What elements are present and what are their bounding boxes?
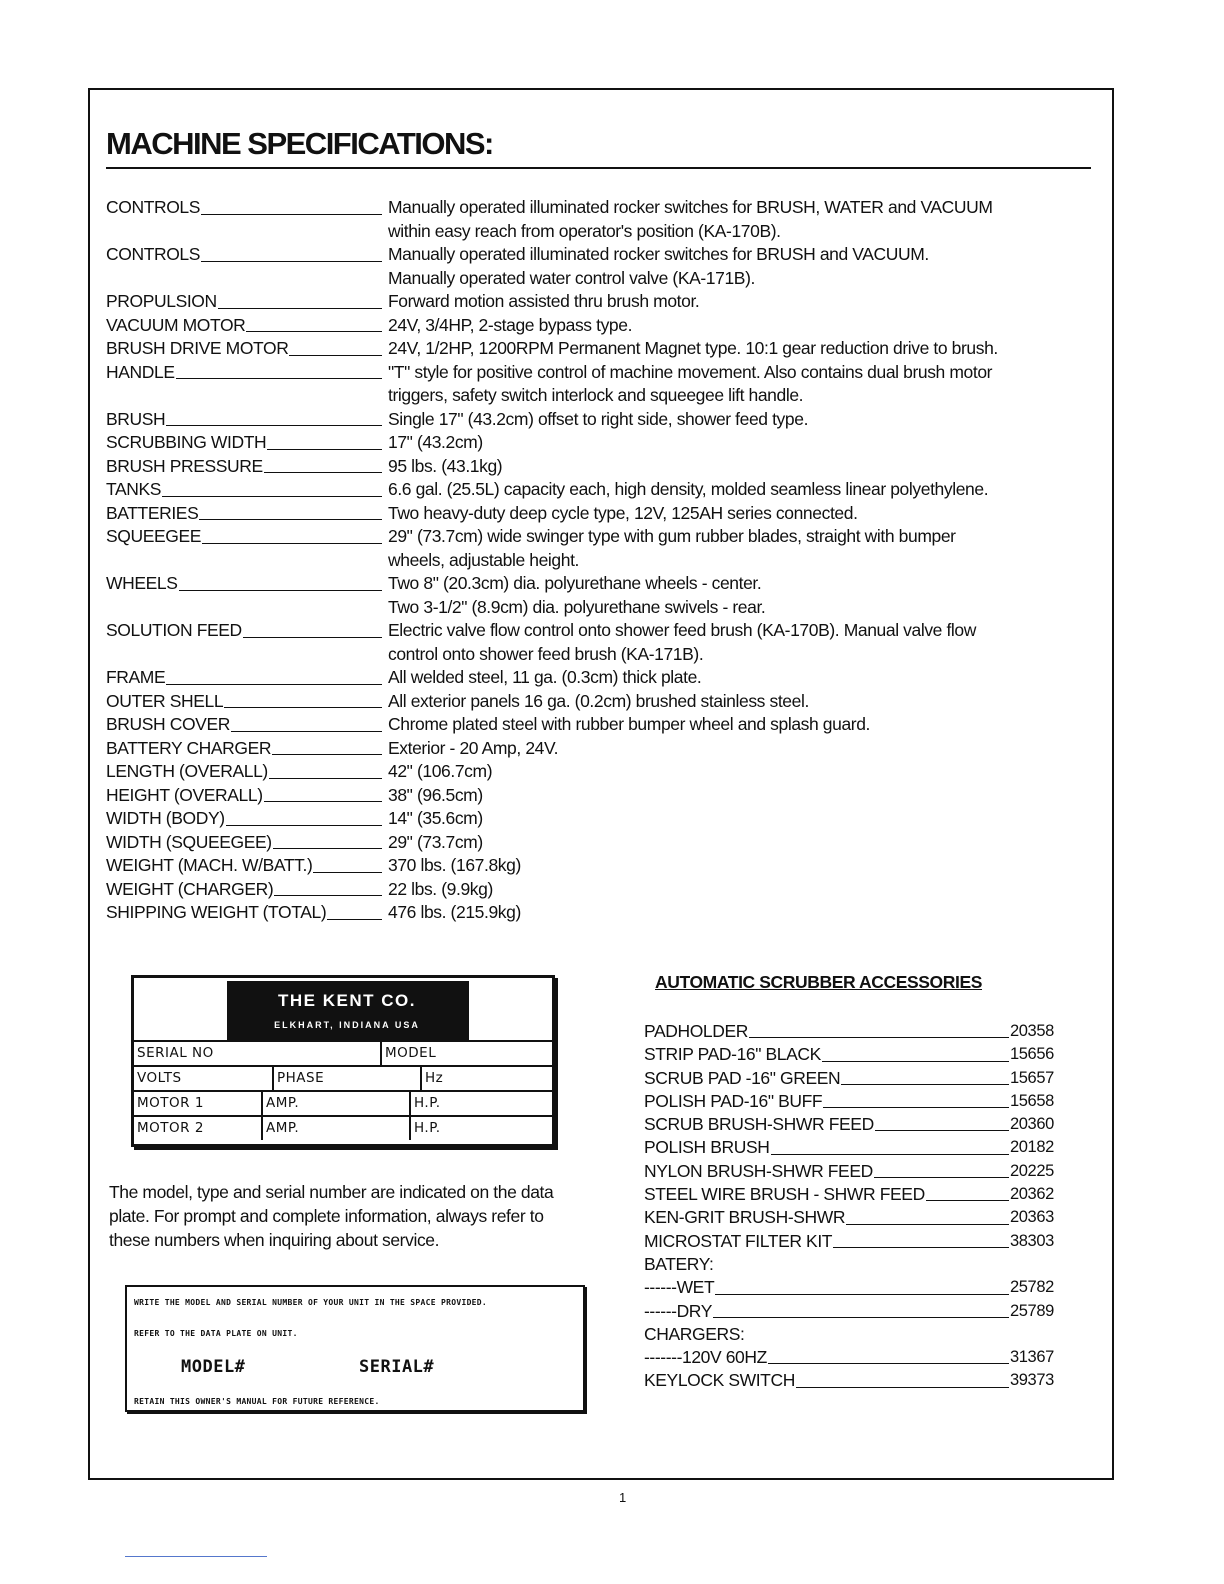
leader-line [273, 848, 382, 849]
spec-value [386, 666, 1096, 690]
leader-line [841, 1084, 1009, 1085]
spec-label-text: SCRUBBING WIDTH [106, 432, 267, 452]
plate-serial-label: SERIAL NO [137, 1045, 214, 1061]
spec-value-line: Manually operated illuminated rocker switches for BRUSH, WATER and VACUUM [388, 197, 993, 217]
accessory-row [644, 1230, 1064, 1253]
spec-value [386, 713, 1096, 737]
accessory-name: BATERY: [644, 1253, 714, 1274]
spec-value [386, 807, 1096, 831]
accessory-part-number: 15658 [1010, 1091, 1054, 1110]
spec-value-line: Chrome plated steel with rubber bumper wheel and splash guard. [388, 714, 871, 734]
spec-value-line: 370 lbs. (167.8kg) [388, 855, 521, 875]
page-number: 1 [619, 1490, 627, 1505]
spec-label [106, 408, 386, 432]
spec-value-line: "T" style for positive control of machine movement. Also contains dual brush motor [388, 361, 993, 382]
record-instruction: WRITE THE MODEL AND SERIAL NUMBER OF YOUR UNIT IN THE SPACE PROVIDED. [134, 1298, 488, 1307]
spec-value-line: 476 lbs. (215.9kg) [388, 902, 521, 922]
spec-label [106, 901, 386, 925]
spec-row [106, 478, 1096, 502]
spec-row [106, 878, 1096, 902]
accessory-name: CHARGERS: [644, 1323, 745, 1344]
spec-row [106, 784, 1096, 808]
spec-value [386, 619, 1096, 666]
spec-value-line: 38" (96.5cm) [388, 784, 483, 805]
accessory-name: -------120V 60HZ [644, 1347, 767, 1368]
spec-label [106, 690, 386, 714]
spec-label [106, 314, 386, 338]
spec-value-line: within easy reach from operator's position (KA-170B). [388, 220, 781, 241]
spec-label-text: CONTROLS [106, 197, 201, 217]
accessory-part-number: 20225 [1010, 1161, 1054, 1180]
leader-line [201, 214, 382, 215]
spec-row [106, 455, 1096, 479]
plate-motor2-label: MOTOR 2 [137, 1120, 204, 1136]
footer-line [125, 1556, 267, 1557]
leader-line [313, 872, 382, 873]
spec-value-line: 6.6 gal. (25.5L) capacity each, high density, molded seamless linear polyethylene. [388, 479, 989, 499]
spec-value [386, 525, 1096, 572]
leader-line [289, 355, 382, 356]
spec-value-line: Single 17" (43.2cm) offset to right side, shower feed type. [388, 408, 809, 429]
spec-value [386, 784, 1096, 808]
leader-line [926, 1200, 1009, 1201]
spec-value-line: 17" (43.2cm) [388, 432, 483, 452]
spec-value [386, 737, 1096, 761]
spec-value-line: Two heavy-duty deep cycle type, 12V, 125AH series connected. [388, 502, 858, 523]
accessory-name: KEYLOCK SWITCH [644, 1370, 795, 1391]
accessory-name: ------WET [644, 1277, 715, 1298]
accessory-name: STRIP PAD-16" BLACK [644, 1044, 821, 1065]
spec-value [386, 502, 1096, 526]
leader-line [176, 378, 382, 379]
spec-value-line: All exterior panels 16 ga. (0.2cm) brushed stainless steel. [388, 690, 809, 711]
accessory-row [644, 1160, 1064, 1183]
accessory-row [644, 1020, 1064, 1043]
spec-row [106, 713, 1096, 737]
spec-row [106, 854, 1096, 878]
spec-value [386, 760, 1096, 784]
spec-value [386, 196, 1096, 243]
spec-value-line: 42" (106.7cm) [388, 761, 493, 781]
spec-row [106, 243, 1096, 290]
spec-value-line: All welded steel, 11 ga. (0.3cm) thick plate. [388, 667, 702, 687]
plate-motor2-amp: AMP. [261, 1117, 409, 1140]
spec-value [386, 572, 1096, 619]
spec-label [106, 878, 386, 902]
accessory-row [644, 1183, 1064, 1206]
plate-row-motor2 [134, 1115, 552, 1144]
accessory-row [644, 1067, 1064, 1090]
leader-line [179, 590, 382, 591]
plate-motor1-amp: AMP. [261, 1092, 409, 1115]
spec-label-text: WIDTH (BODY) [106, 808, 225, 828]
spec-row [106, 572, 1096, 619]
leader-line [874, 1177, 1009, 1178]
spec-value-line: wheels, adjustable height. [388, 549, 579, 570]
spec-value-line: Manually operated water control valve (KA-171B). [388, 267, 755, 288]
leader-line [226, 825, 382, 826]
accessory-row [644, 1276, 1064, 1299]
spec-label-text: HEIGHT (OVERALL) [106, 784, 263, 805]
spec-label [106, 243, 386, 267]
spec-label [106, 760, 386, 784]
leader-line [875, 1130, 1009, 1131]
leader-line [768, 1363, 1009, 1364]
spec-label-text: WEIGHT (CHARGER) [106, 878, 274, 899]
accessory-name: POLISH BRUSH [644, 1137, 770, 1158]
plate-motor1-hp: H.P. [409, 1092, 552, 1115]
leader-line [327, 919, 382, 920]
leader-line [246, 331, 382, 332]
leader-line [796, 1387, 1009, 1388]
spec-label [106, 337, 386, 361]
specifications-list [106, 196, 1096, 925]
spec-label [106, 713, 386, 737]
record-retain: RETAIN THIS OWNER'S MANUAL FOR FUTURE REFERENCE. [134, 1397, 380, 1406]
plate-location: ELKHART, INDIANA USA [274, 1020, 420, 1030]
spec-label-text: WEIGHT (MACH. W/BATT.) [106, 855, 313, 875]
spec-value [386, 478, 1096, 502]
accessory-row [644, 1090, 1064, 1113]
spec-label [106, 478, 386, 502]
accessory-part-number: 20362 [1010, 1185, 1054, 1204]
spec-label-text: OUTER SHELL [106, 690, 224, 711]
leader-line [715, 1294, 1009, 1295]
spec-label-text: BATTERY CHARGER [106, 737, 272, 758]
spec-value [386, 361, 1096, 408]
accessory-row [644, 1136, 1064, 1159]
leader-line [269, 778, 382, 779]
accessory-part-number: 15656 [1010, 1045, 1054, 1064]
spec-value [386, 431, 1096, 455]
leader-line [202, 543, 382, 544]
data-plate [131, 975, 555, 1147]
spec-value-line: 24V, 1/2HP, 1200RPM Permanent Magnet type. 10:1 gear reduction drive to brush. [388, 338, 998, 358]
spec-value-line: 95 lbs. (43.1kg) [388, 455, 503, 476]
accessory-part-number: 38303 [1010, 1231, 1054, 1250]
spec-label-text: CONTROLS [106, 244, 201, 264]
accessory-row [644, 1113, 1064, 1136]
accessory-name: KEN-GRIT BRUSH-SHWR [644, 1207, 846, 1228]
spec-row [106, 290, 1096, 314]
data-plate-note: The model, type and serial number are indicated on the data plate. For prompt and complete information, always refer to these numbers when inquiring about service. [109, 1182, 554, 1250]
leader-line [274, 895, 382, 896]
accessory-name: SCRUB PAD -16" GREEN [644, 1067, 841, 1088]
accessory-row [644, 1043, 1064, 1066]
spec-label [106, 807, 386, 831]
leader-line [243, 637, 382, 638]
plate-phase-label: PHASE [272, 1067, 420, 1090]
leader-line [166, 425, 382, 426]
accessories-list [644, 1020, 1064, 1393]
spec-label [106, 572, 386, 596]
record-serial-label: SERIAL# [359, 1357, 435, 1377]
leader-line [201, 261, 382, 262]
plate-motor1-label: MOTOR 1 [137, 1095, 204, 1111]
leader-line [218, 308, 382, 309]
spec-value [386, 901, 1096, 925]
accessory-part-number: 15657 [1010, 1068, 1054, 1087]
spec-label [106, 854, 386, 878]
spec-label-text: LENGTH (OVERALL) [106, 761, 268, 781]
leader-line [199, 519, 382, 520]
spec-label [106, 666, 386, 690]
spec-value-line: Exterior - 20 Amp, 24V. [388, 737, 559, 758]
spec-value-line: Two 8" (20.3cm) dia. polyurethane wheels - center. [388, 573, 762, 593]
spec-label-text: VACUUM MOTOR [106, 314, 246, 335]
spec-row [106, 502, 1096, 526]
leader-line [833, 1247, 1009, 1248]
leader-line [166, 684, 382, 685]
spec-value [386, 878, 1096, 902]
accessory-row [644, 1346, 1064, 1369]
page-title: MACHINE SPECIFICATIONS: [106, 126, 493, 161]
leader-line [231, 731, 382, 732]
spec-label-text: BRUSH PRESSURE [106, 455, 263, 476]
spec-row [106, 408, 1096, 432]
spec-value [386, 408, 1096, 432]
accessory-row [644, 1206, 1064, 1229]
accessory-part-number: 20358 [1010, 1022, 1054, 1040]
spec-label [106, 290, 386, 314]
spec-value [386, 314, 1096, 338]
spec-label [106, 196, 386, 220]
spec-value [386, 831, 1096, 855]
spec-value [386, 854, 1096, 878]
spec-row [106, 807, 1096, 831]
spec-row [106, 525, 1096, 572]
spec-value-line: control onto shower feed brush (KA-171B). [388, 643, 704, 664]
spec-value [386, 455, 1096, 479]
leader-line [264, 472, 382, 473]
plate-company: THE KENT CO. [278, 991, 416, 1010]
spec-label-text: FRAME [106, 667, 166, 687]
spec-value-line: 14" (35.6cm) [388, 808, 483, 828]
plate-volts-label: VOLTS [137, 1070, 182, 1086]
spec-value [386, 690, 1096, 714]
spec-value [386, 290, 1096, 314]
leader-line [267, 449, 382, 450]
accessory-row [644, 1300, 1064, 1323]
owner-record-box [125, 1285, 585, 1412]
spec-value-line: Electric valve flow control onto shower feed brush (KA-170B). Manual valve flow [388, 620, 976, 640]
spec-value-line: triggers, safety switch interlock and squeegee lift handle. [388, 385, 804, 405]
spec-label [106, 361, 386, 385]
accessory-part-number: 25782 [1010, 1278, 1054, 1297]
plate-motor2-hp: H.P. [409, 1117, 552, 1140]
leader-line [713, 1317, 1009, 1318]
accessory-part-number: 20363 [1010, 1208, 1054, 1227]
spec-row [106, 901, 1096, 925]
spec-row [106, 666, 1096, 690]
plate-header [227, 981, 467, 1040]
spec-label [106, 619, 386, 643]
plate-row-volts [134, 1065, 552, 1090]
accessory-part-number: 39373 [1010, 1371, 1054, 1390]
accessory-row [644, 1369, 1064, 1392]
spec-row [106, 361, 1096, 408]
spec-value-line: 29" (73.7cm) [388, 831, 483, 852]
spec-label-text: PROPULSION [106, 291, 217, 311]
accessory-part-number: 31367 [1010, 1348, 1054, 1367]
spec-row [106, 314, 1096, 338]
spec-label [106, 831, 386, 855]
accessories-title: AUTOMATIC SCRUBBER ACCESSORIES [655, 972, 983, 992]
plate-divider [467, 981, 469, 1040]
spec-label-text: HANDLE [106, 361, 175, 382]
accessory-name: ------DRY [644, 1300, 712, 1321]
accessory-row [644, 1253, 1064, 1276]
record-refer: REFER TO THE DATA PLATE ON UNIT. [134, 1329, 298, 1338]
spec-label-text: BATTERIES [106, 502, 199, 523]
spec-value-line: Two 3-1/2" (8.9cm) dia. polyurethane swivels - rear. [388, 596, 766, 617]
plate-hz-label: Hz [420, 1067, 552, 1090]
leader-line [749, 1037, 1009, 1038]
spec-label [106, 502, 386, 526]
spec-row [106, 760, 1096, 784]
accessory-name: PADHOLDER [644, 1021, 749, 1041]
spec-label-text: SOLUTION FEED [106, 620, 242, 640]
record-model-label: MODEL# [181, 1357, 246, 1377]
plate-model-label: MODEL [380, 1042, 552, 1065]
plate-row-serial [134, 1040, 552, 1065]
spec-label-text: SHIPPING WEIGHT (TOTAL) [106, 902, 327, 922]
plate-row-motor1 [134, 1090, 552, 1115]
spec-value-line: 24V, 3/4HP, 2-stage bypass type. [388, 314, 633, 335]
accessory-name: NYLON BRUSH-SHWR FEED [644, 1160, 873, 1181]
spec-row [106, 431, 1096, 455]
spec-label-text: TANKS [106, 479, 162, 499]
spec-value-line: 22 lbs. (9.9kg) [388, 878, 493, 899]
title-underline [106, 167, 1091, 169]
accessory-part-number: 20360 [1010, 1115, 1054, 1134]
accessory-name: SCRUB BRUSH-SHWR FEED [644, 1114, 874, 1135]
spec-label [106, 737, 386, 761]
leader-line [224, 707, 382, 708]
spec-value [386, 243, 1096, 290]
spec-value-line: Manually operated illuminated rocker switches for BRUSH and VACUUM. [388, 244, 929, 264]
spec-label [106, 525, 386, 549]
accessory-part-number: 25789 [1010, 1301, 1054, 1320]
spec-label-text: BRUSH [106, 408, 166, 429]
accessory-name: POLISH PAD-16" BUFF [644, 1090, 823, 1111]
spec-row [106, 337, 1096, 361]
leader-line [272, 754, 382, 755]
spec-label [106, 784, 386, 808]
spec-row [106, 737, 1096, 761]
spec-row [106, 619, 1096, 666]
spec-value [386, 337, 1096, 361]
spec-label-text: SQUEEGEE [106, 526, 202, 546]
leader-line [771, 1154, 1009, 1155]
spec-row [106, 690, 1096, 714]
spec-label-text: BRUSH COVER [106, 714, 230, 734]
spec-label-text: WHEELS [106, 573, 178, 593]
leader-line [846, 1224, 1009, 1225]
spec-row [106, 831, 1096, 855]
accessory-name: MICROSTAT FILTER KIT [644, 1230, 833, 1251]
leader-line [822, 1061, 1009, 1062]
leader-line [264, 801, 382, 802]
accessory-row [644, 1323, 1064, 1346]
leader-line [823, 1107, 1009, 1108]
spec-row [106, 196, 1096, 243]
accessory-part-number: 20182 [1010, 1138, 1054, 1157]
spec-value-line: 29" (73.7cm) wide swinger type with gum rubber blades, straight with bumper [388, 526, 956, 546]
spec-label-text: WIDTH (SQUEEGEE) [106, 831, 272, 852]
spec-value-line: Forward motion assisted thru brush motor. [388, 291, 700, 311]
spec-label [106, 431, 386, 455]
accessory-name: STEEL WIRE BRUSH - SHWR FEED [644, 1184, 925, 1205]
leader-line [162, 496, 382, 497]
spec-label-text: BRUSH DRIVE MOTOR [106, 338, 289, 358]
spec-label [106, 455, 386, 479]
